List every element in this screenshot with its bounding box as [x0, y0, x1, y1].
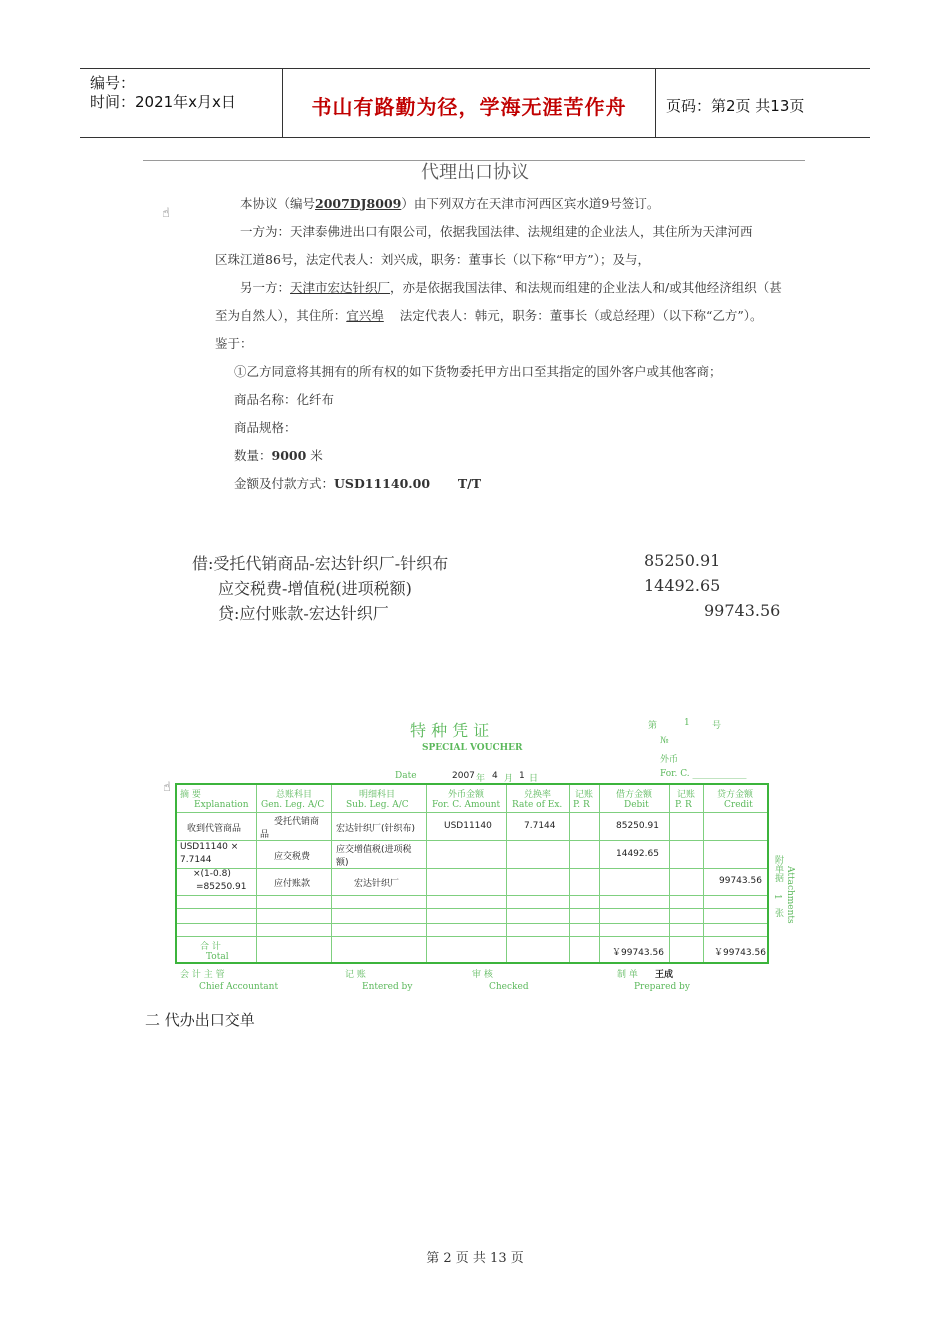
row1-explanation: 收到代管商品 — [187, 824, 242, 834]
row3-gen: 应付账款 — [274, 879, 311, 889]
row2-explanation-1: USD11140 × — [180, 842, 239, 852]
col-pr1-en: P. R — [573, 800, 590, 810]
total-credit: ￥99743.56 — [714, 948, 766, 958]
qty-value: 9000 — [271, 448, 307, 463]
row2-explanation-2: 7.7144 — [180, 855, 212, 865]
voucher-table — [175, 783, 769, 964]
col-sub-en: Sub. Leg. A/C — [346, 800, 409, 810]
voucher-no-en: № — [660, 736, 669, 746]
col-debit-cn: 借方金额 — [616, 790, 653, 800]
intro-post: ）由下列双方在天津市河西区宾水道9号签订。 — [401, 196, 660, 211]
row2-debit: 14492.65 — [616, 849, 659, 859]
journal-account-3: 贷:应付账款-宏达针织厂 — [218, 604, 389, 623]
row1-gen-1: 受托代销商 — [274, 817, 320, 827]
col-forc-cn: 外币金额 — [448, 790, 485, 800]
date-day-unit: 日 — [529, 774, 539, 784]
total-cn: 合 计 — [200, 942, 221, 952]
date-month-unit: 月 — [504, 774, 514, 784]
row2-sub-2: 额) — [336, 858, 349, 868]
row3-credit: 99743.56 — [719, 876, 762, 886]
preparer-name: 王成 — [655, 970, 674, 980]
col-explanation-cn: 摘 要 — [180, 790, 201, 800]
header-page-cell — [656, 69, 870, 137]
section-2-heading: 二 代办出口交单 — [145, 1011, 255, 1029]
party-b-line1 — [240, 278, 782, 296]
page-footer: 第 2 页 共 13 页 — [426, 1251, 524, 1266]
signer-checked-en: Checked — [489, 982, 529, 992]
journal-amount-2: 14492.65 — [644, 576, 721, 595]
col-pr2-cn: 记账 — [677, 790, 696, 800]
row2-gen: 应交税费 — [274, 852, 311, 862]
voucher-no-label: 第 — [648, 721, 658, 731]
agreement-intro — [240, 194, 659, 212]
journal-amount-3: 99743.56 — [704, 601, 781, 620]
voucher-title-en: SPECIAL VOUCHER — [422, 743, 523, 753]
signer-prepared-cn: 制 单 — [617, 970, 638, 980]
number-label: 编号： — [90, 74, 136, 92]
party-b-2-post: 法定代表人：韩元，职务：董事长（或总经理）（以下称“乙方”）。 — [399, 308, 763, 323]
col-rate-cn: 兑换率 — [524, 790, 552, 800]
col-sub-cn: 明细科目 — [359, 790, 396, 800]
row1-gen-2: 品 — [260, 830, 270, 840]
party-b-address: 宜兴埠 — [346, 308, 384, 323]
quantity — [234, 446, 323, 464]
total-en: Total — [206, 952, 229, 962]
col-explanation-en: Explanation — [194, 800, 249, 810]
date-year-unit: 年 — [476, 774, 486, 784]
row3-sub: 宏达针织厂 — [354, 879, 400, 889]
clause-1: ①乙方同意将其拥有的所有权的如下货物委托甲方出口至其指定的国外客户或其他客商； — [234, 364, 722, 379]
row2-sub-1: 应交增值税(进项税 — [336, 845, 412, 855]
date-year: 2007 — [452, 771, 475, 781]
contract-number: 2007DJ8009 — [315, 196, 402, 211]
time-label: 时间：2021年x月x日 — [90, 93, 236, 111]
row1-debit: 85250.91 — [616, 821, 659, 831]
party-a-line2: 区珠江道86号，法定代表人：刘兴成，职务：董事长（以下称“甲方”）；及与， — [215, 252, 650, 267]
party-b-2-pre: 至为自然人），其住所： — [215, 308, 347, 323]
attach-en: Attachments — [785, 866, 795, 924]
date-day: 1 — [519, 771, 525, 781]
currency-label: 外币 — [660, 755, 679, 765]
page-label: 页码：第2页 共13页 — [666, 97, 805, 115]
amount-label: 金额及付款方式： — [234, 476, 335, 491]
party-b-line2 — [215, 306, 762, 324]
motto: 书山有路勤为径，学海无涯苦作舟 — [311, 95, 627, 119]
for-c-label: For. C. ____________ — [660, 769, 747, 779]
row1-rate: 7.7144 — [524, 821, 556, 831]
signer-checked-cn: 审 核 — [472, 970, 493, 980]
agreement-title: 代理出口协议 — [421, 162, 529, 183]
amount — [234, 474, 481, 492]
total-debit: ￥99743.56 — [612, 948, 664, 958]
col-gen-cn: 总账科目 — [276, 790, 313, 800]
party-b-name: 天津市宏达针织厂 — [290, 280, 391, 295]
row3-explanation-2: =85250.91 — [196, 882, 247, 892]
signer-chief-en: Chief Accountant — [199, 982, 279, 992]
payment-term: T/T — [457, 476, 482, 491]
header-motto-cell — [283, 69, 656, 137]
row1-sub: 宏达针织厂(针织布) — [336, 824, 416, 834]
party-b-pre: 另一方： — [240, 280, 291, 295]
attach-count: 1 — [772, 894, 782, 900]
signer-chief-cn: 会 计 主 管 — [180, 970, 225, 980]
col-pr1-cn: 记账 — [575, 790, 594, 800]
attach-unit: 张 — [773, 908, 783, 917]
journal-amount-1: 85250.91 — [644, 551, 721, 570]
signer-prepared-en: Prepared by — [634, 982, 690, 992]
col-credit-en: Credit — [724, 800, 753, 810]
intro-pre: 本协议（编号 — [240, 196, 316, 211]
hand-cursor-icon: ☝ — [163, 780, 171, 795]
goods-spec: 商品规格： — [234, 420, 297, 435]
goods-name: 商品名称：化纤布 — [234, 392, 335, 407]
col-rate-en: Rate of Ex. — [512, 800, 563, 810]
voucher-no-value: 1 — [684, 718, 690, 728]
amount-value: USD11140.00 — [334, 476, 431, 491]
header-info-cell — [80, 69, 283, 137]
party-a-line1: 一方为：天津泰佛进出口有限公司，依据我国法律、法规组建的企业法人，其住所为天津河西 — [240, 224, 753, 239]
voucher-no-unit: 号 — [712, 721, 722, 731]
row1-for-amount: USD11140 — [444, 821, 492, 831]
voucher-title: 特 种 凭 证 — [410, 721, 490, 740]
signer-entered-en: Entered by — [362, 982, 413, 992]
col-gen-en: Gen. Leg. A/C — [261, 800, 325, 810]
journal-account-1: 借:受托代销商品-宏达针织厂-针织布 — [192, 554, 449, 573]
col-credit-cn: 贷方金额 — [717, 790, 754, 800]
signer-entered-cn: 记 账 — [345, 970, 366, 980]
col-debit-en: Debit — [624, 800, 649, 810]
journal-account-2: 应交税费-增值税(进项税额) — [218, 579, 412, 598]
date-label: Date — [395, 771, 417, 781]
col-pr2-en: P. R — [675, 800, 692, 810]
date-month: 4 — [492, 771, 498, 781]
row3-explanation-1: ×(1-0.8) — [193, 869, 231, 879]
col-forc-en: For. C. Amount — [432, 800, 501, 810]
party-b-post: ，亦是依据我国法律、和法规而组建的企业法人和/或其他经济组织（甚 — [390, 280, 782, 295]
hand-cursor-icon: ☝ — [162, 206, 170, 221]
qty-label: 数量： — [234, 448, 272, 463]
whereas: 鉴于： — [215, 336, 253, 351]
attach-label: 附单据 — [773, 855, 783, 882]
header-table — [80, 68, 870, 138]
qty-unit: 米 — [310, 448, 323, 463]
